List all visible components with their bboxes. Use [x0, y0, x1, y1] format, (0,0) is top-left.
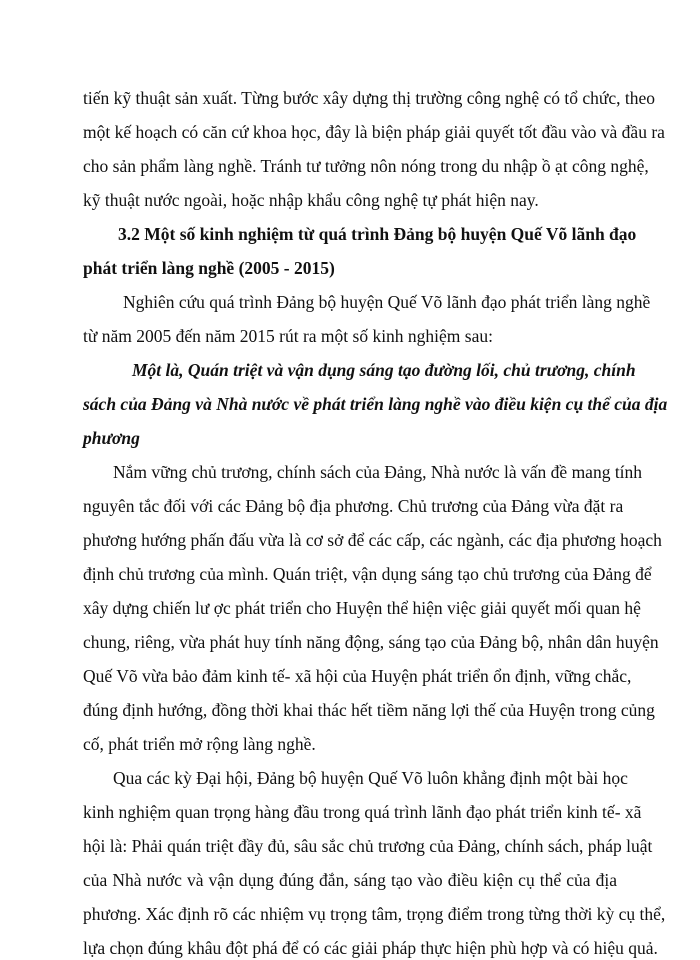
paragraph-line: của Nhà nước và vận dụng đúng đắn, sáng tạo vào điều kiện cụ thể của địa	[83, 870, 617, 890]
paragraph-line: phương hướng phấn đấu vừa là cơ sở để các cấp, các ngành, các địa phương hoạch	[83, 530, 662, 550]
paragraph-line: Qua các kỳ Đại hội, Đảng bộ huyện Quế Võ luôn khẳng định một bài học	[113, 768, 628, 788]
paragraph-line: Nắm vững chủ trương, chính sách của Đảng, Nhà nước là vấn đề mang tính	[113, 462, 643, 482]
lesson-heading: sách của Đảng và Nhà nước về phát triển làng nghề vào điều kiện cụ thể của địa	[83, 394, 668, 414]
paragraph-line: kỹ thuật nước ngoài, hoặc nhập khẩu công nghệ tự phát hiện nay.	[83, 190, 539, 210]
paragraph-line: từ năm 2005 đến năm 2015 rút ra một số kinh nghiệm sau:	[83, 326, 493, 346]
paragraph-line: kinh nghiệm quan trọng hàng đầu trong quá trình lãnh đạo phát triển kinh tế- xã	[83, 802, 642, 822]
paragraph-line: Nghiên cứu quá trình Đảng bộ huyện Quế Võ lãnh đạo phát triển làng nghề	[123, 292, 651, 312]
paragraph-line: tiến kỹ thuật sản xuất. Từng bước xây dựng thị trường công nghệ có tổ chức, theo	[83, 88, 656, 108]
paragraph-line: xây dựng chiến lư ợc phát triển cho Huyện thể hiện việc giải quyết mối quan hệ	[83, 598, 641, 618]
paragraph-line: phương. Xác định rõ các nhiệm vụ trọng tâm, trọng điểm trong từng thời kỳ cụ thể,	[83, 904, 666, 924]
paragraph-line: một kế hoạch có căn cứ khoa học, đây là biện pháp giải quyết tốt đầu vào và đầu ra	[83, 122, 665, 142]
section-heading: 3.2 Một số kinh nghiệm từ quá trình Đảng bộ huyện Quế Võ lãnh đạo	[118, 224, 637, 244]
lesson-heading: phương	[83, 428, 140, 448]
paragraph-line: nguyên tắc đối với các Đảng bộ địa phương. Chủ trương của Đảng vừa đặt ra	[83, 496, 624, 516]
paragraph-line: chung, riêng, vừa phát huy tính năng động, sáng tạo của Đảng bộ, nhân dân huyện	[83, 632, 659, 652]
paragraph-line: Quế Võ vừa bảo đảm kinh tế- xã hội của Huyện phát triển ổn định, vững chắc,	[83, 666, 632, 686]
paragraph-line: định chủ trương của mình. Quán triệt, vận dụng sáng tạo chủ trương của Đảng để	[83, 564, 652, 584]
paragraph-line: đúng định hướng, đồng thời khai thác hết tiềm năng lợi thế của Huyện trong củng	[83, 700, 655, 720]
paragraph-line: lựa chọn đúng khâu đột phá để có các giải pháp thực hiện phù hợp và có hiệu quả.	[83, 938, 658, 958]
paragraph-line: cho sản phẩm làng nghề. Tránh tư tưởng nôn nóng trong du nhập ồ ạt công nghệ,	[83, 156, 649, 176]
section-heading: phát triển làng nghề (2005 - 2015)	[83, 258, 335, 278]
lesson-heading: Một là, Quán triệt và vận dụng sáng tạo đường lối, chủ trương, chính	[132, 360, 636, 380]
paragraph-line: hội là: Phải quán triệt đầy đủ, sâu sắc chủ trương của Đảng, chính sách, pháp luật	[83, 836, 653, 856]
paragraph-line: cố, phát triển mở rộng làng nghề.	[83, 734, 316, 754]
